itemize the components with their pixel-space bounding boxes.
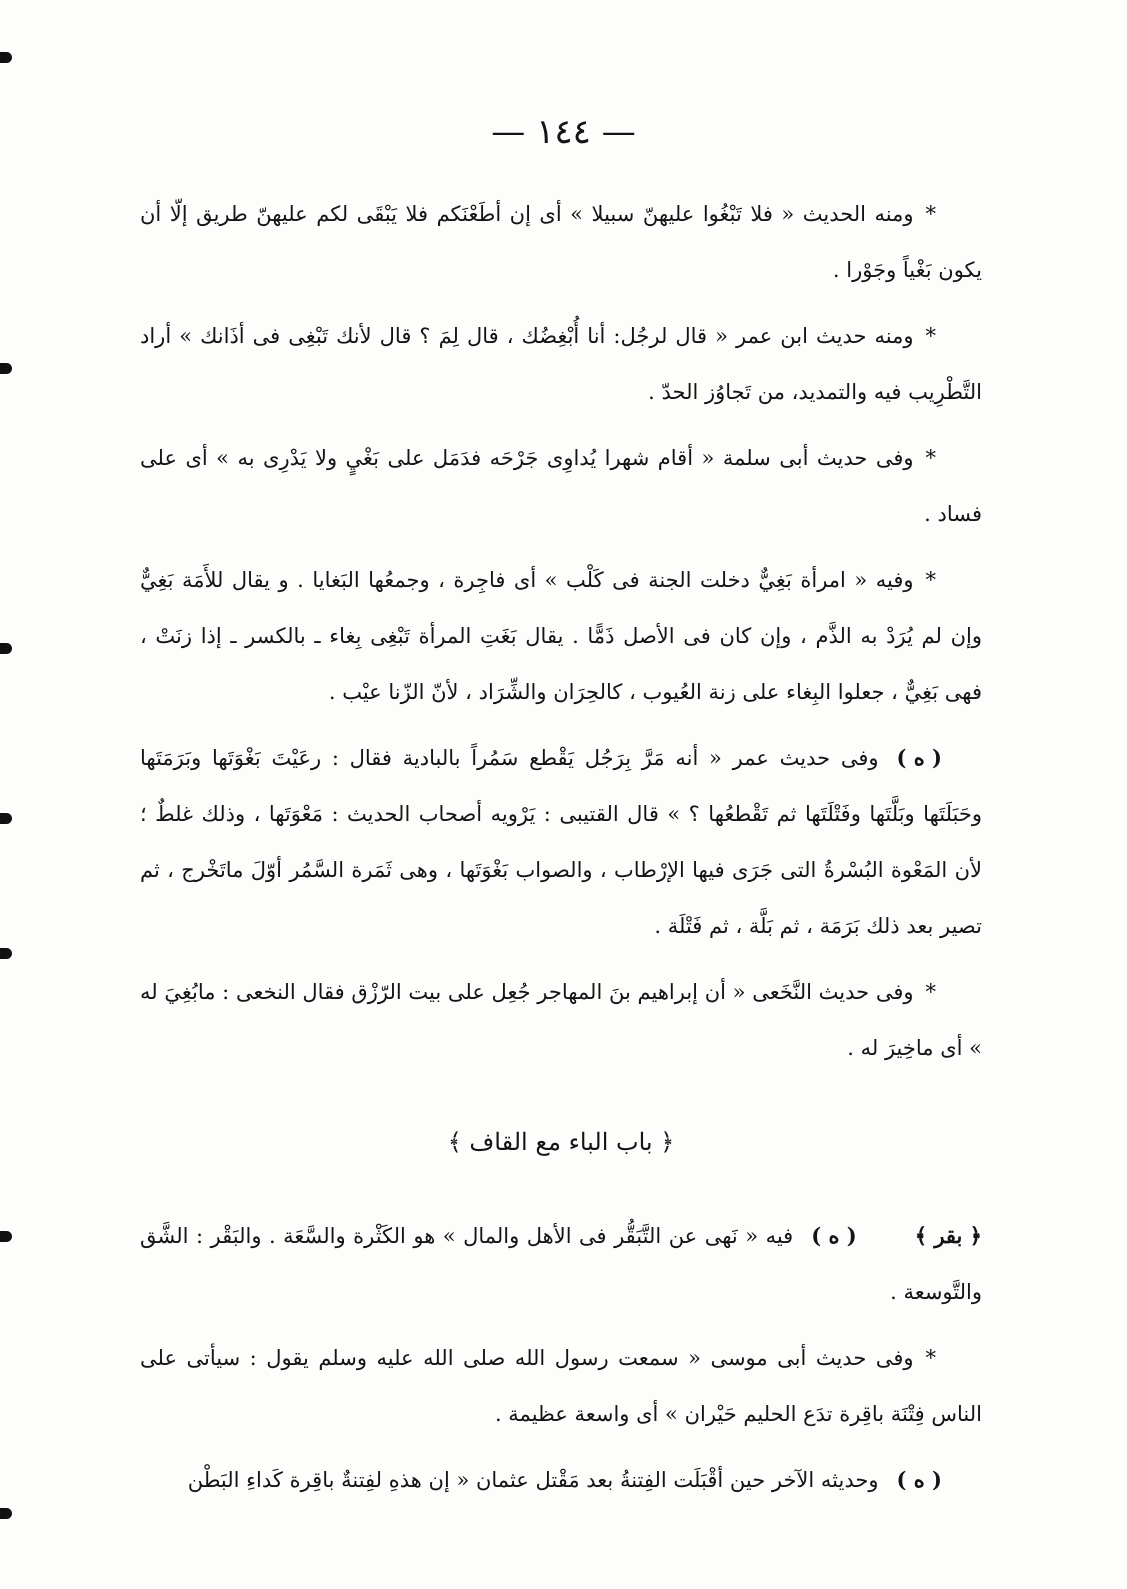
paragraph [140, 552, 982, 720]
paragraph-marker: * [925, 324, 936, 348]
paragraph [140, 964, 982, 1076]
paragraph [140, 308, 982, 420]
scan-edge-mark [0, 1508, 12, 1519]
scan-edge-mark [0, 813, 12, 824]
scan-edge-mark [0, 948, 12, 959]
paragraph-text: وفى حديث النَّخَعى « أن إبراهيم بنَ المهاجر جُعِل على بيت الرّزْق فقال النخعى : مابُغِيَ له » أى ماخِيرَ له . [140, 980, 982, 1060]
paragraph [140, 1330, 982, 1442]
paragraph [140, 186, 982, 298]
paragraph-marker: * [925, 1346, 936, 1370]
scan-edge-mark [0, 363, 12, 374]
scan-edge-mark [0, 643, 12, 654]
hadith-source-badge: ( ه ) [896, 745, 942, 770]
paragraph-text: فيه « نَهى عن التَّبَقُّر فى الأهل والمال » هو الكَثْرة والسَّعَة . والبَقْر : الشَّق والتَّوسعة . [140, 1224, 982, 1304]
root-word-heading: ﴿ بقر ﴾ [914, 1223, 982, 1248]
paragraph-text: وفى حديث عمر « أنه مَرَّ بِرَجُل يَقْطع سَمُراً بالبادية فقال : رعَيْتَ بَغْوَتَها وبَرَمَتَها وحَبَلَتَها وبَلَّتَها وفَتْلَتَها ثم تَقْطعُها ؟ » قال القتيبى : يَرْويه أصحاب الحديث : مَعْوَتَها ، وذلك غلطٌ ؛ لأن المَعْوة البُسْرةُ التى جَرَى فيها الإرْطاب ، والصواب بَغْوَتَها ، وهى ثَمَرة السَّمُر أوّلَ ماتَخْرج ، ثم تصير بعد ذلك بَرَمَة ، ثم بَلَّة ، ثم فَتْلَة . [140, 746, 982, 938]
paragraph-marker: * [925, 980, 936, 1004]
chapter-heading: ﴿ باب الباء مع القاف ﴾ [447, 1128, 675, 1156]
paragraph-text: وحديثه الآخر حين أقْبَلَت الفِتنةُ بعد مَقْتل عثمان « إن هذهِ لفِتنةٌ باقِرة كَداءِ البَطْن [187, 1468, 879, 1492]
paragraph-text: ومنه حديث ابن عمر « قال لرجُل: أنا أُبْغِضُك ، قال لِمَ ؟ قال لأنك تَبْغِى فى أذَانك » أراد التَّطْرِيب فيه والتمديد، من تَجاوُز الحدّ . [140, 324, 982, 404]
paragraph [140, 430, 982, 542]
paragraph [140, 730, 982, 954]
paragraph-marker: * [925, 446, 936, 470]
paragraph-marker: * [925, 568, 936, 592]
paragraph [140, 1208, 982, 1320]
paragraph [140, 1452, 982, 1508]
paragraph-text: ومنه الحديث « فلا تَبْغُوا عليهنّ سبيلا » أى إن أطَعْنَكم فلا يَبْقَى لكم عليهنّ طريق إلّا أن يكون بَغْياً وجَوْرا . [140, 202, 982, 282]
page-body [140, 186, 982, 1518]
scan-edge-mark [0, 1231, 12, 1242]
paragraph-text: وفى حديث أبى سلمة « أقام شهرا يُداوِى جَرْحَه فدَمَل على بَغْيٍ ولا يَدْرِى به » أى على فساد . [140, 446, 982, 526]
paragraph-text: وفيه « امرأة بَغِيٌّ دخلت الجنة فى كَلْب » أى فاجِرة ، وجمعُها البَغايا . و يقال للأَمَة بَغِيٌّ وإن لم يُرَدْ به الذَّم ، وإن كان فى الأصل ذَمًّا . يقال بَغَتِ المرأة تَبْغِى بِغاء ـ بالكسر ـ إذا زنَتْ ، فهى بَغِيٌّ ، جعلوا البِغاء على زنة العُيوب ، كالحِرَان والشِّرَاد ، لأنّ الزّنا عيْب . [140, 568, 982, 704]
page-number: — ١٤٤ — [491, 112, 636, 152]
scan-edge-mark [0, 52, 12, 63]
paragraph-text: وفى حديث أبى موسى « سمعت رسول الله صلى الله عليه وسلم يقول : سيأتى على الناس فِتْنَة باقِرة تدَع الحليم حَيْران » أى واسعة عظيمة . [140, 1346, 982, 1426]
hadith-source-badge: ( ه ) [896, 1467, 942, 1492]
paragraph-marker: * [925, 202, 936, 226]
hadith-source-badge: ( ه ) [811, 1223, 857, 1248]
